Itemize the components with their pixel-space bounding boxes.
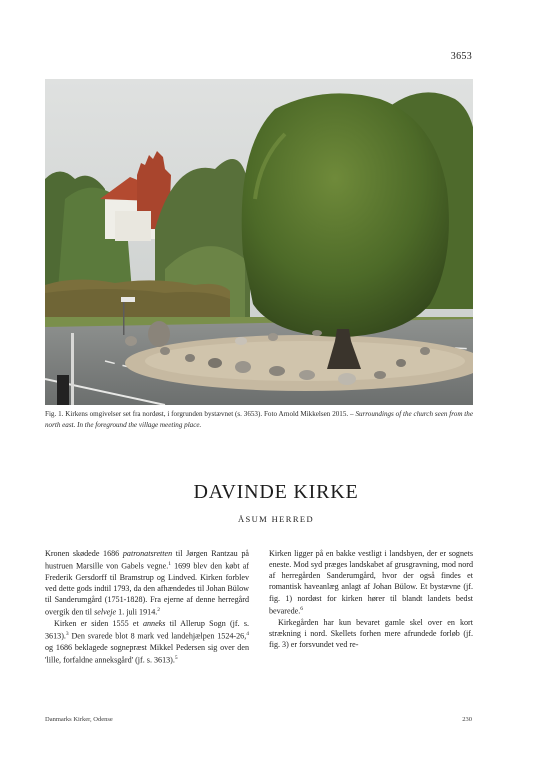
paragraph-patronage: Kronen skødede 1686 patronatsretten til Jørgen Rantzau på hustruen Marsille von Gabels vegne.$^1$ 1699 blev den købt af Frederik Gersdorff til Bramstrup og Lindved. Kirken forblev ved dette gods indtil 1793, da den afhændedes til Johan Bülow til Sanderumgård (1751-1828). Fra ejerne af denne herregård overgik den til selveje 1. juli 1914.$^2$: [45, 549, 249, 618]
left-column: [45, 548, 249, 666]
district-subtitle: ÅSUM HERRED: [237, 514, 315, 524]
caption-danish: Fig. 1. Kirkens omgivelser set fra nordøst, i forgrunden bystævnet (s. 3653). Foto Arnold Mikkelsen 2015. –: [45, 410, 354, 418]
village-photo-illustration: [45, 79, 473, 405]
figure-photo: [45, 79, 473, 405]
footer-publication: Danmarks Kirker, Odense: [45, 716, 113, 723]
footer-page-number: 230: [462, 716, 472, 723]
right-column: [269, 548, 473, 650]
church-title: DAVINDE KIRKE: [193, 481, 359, 503]
caption-english: Surroundings of the church seen from the north east. In the foreground the village meeting place.: [45, 410, 473, 429]
paragraph-location: Kirken ligger på en bakke vestligt i landsbyen, der er sognets eneste. Mod syd præges landskabet af grusgravning, mod nord af herregården Sanderumgård, hvor der også findes et romantisk haveanlæg anlagt af Johan Bülow. Et bystævne (jf. fig. 1) nordøst for kirken hører til blandt landets bedst bevarede.$^6$: [269, 549, 473, 616]
page-number: 3653: [450, 51, 472, 62]
paragraph-churchyard: Kirkegården har kun bevaret gamle skel over en kort strækning i nord. Skellets forhen mere afrundede forløb (jf. fig. 3) er forsvundet ved re-: [269, 617, 473, 649]
figure-caption: [45, 409, 473, 430]
paragraph-annex: Kirken er siden 1555 et anneks til Allerup Sogn (jf. s. 3613).$^3$ Den svarede blot 8 mark ved landehjælpen 1524-26,$^4$ og 1686 beklagede sognepræst Mikkel Pedersen sig over den 'lille, forfaldne anneksgård' (jf. s. 3613).$^5$: [45, 619, 250, 666]
